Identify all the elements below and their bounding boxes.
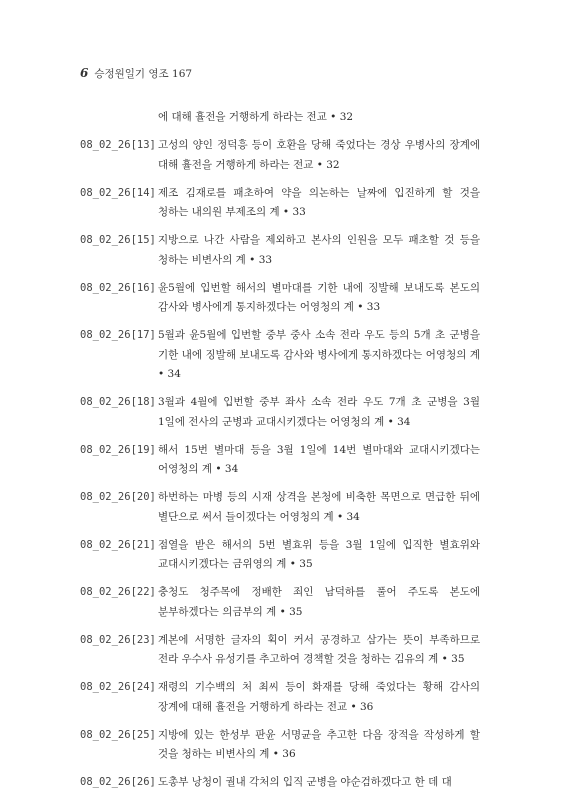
entry-code: 08_02_26[22] xyxy=(80,586,156,598)
entry-code: 08_02_26[20] xyxy=(80,491,156,503)
table-of-contents xyxy=(80,108,480,801)
entry-code: 08_02_26[25] xyxy=(80,728,156,741)
toc-entry xyxy=(80,678,480,717)
toc-entry xyxy=(80,326,480,385)
entry-text: 지방에 있는 한성부 판윤 서명균을 추고한 다음 장적을 작성하게 할 것을 청하는 비변사의 계 • 36 xyxy=(158,728,480,760)
entry-code xyxy=(80,108,158,128)
entry-text: 고성의 양인 정덕흥 등이 호환을 당해 죽었다는 경상 우병사의 장계에 대해 휼전을 거행하게 하라는 전교 • 32 xyxy=(158,139,480,171)
entry-code: 08_02_26[19] xyxy=(80,443,156,456)
entry-code: 08_02_26[21] xyxy=(80,538,156,551)
toc-entry xyxy=(80,108,480,128)
entry-text: 에 대해 휼전을 거행하게 하라는 전교 • 32 xyxy=(158,111,354,123)
entry-text: 지방으로 나간 사람을 제외하고 본사의 인원을 모두 패초할 것 등을 청하는 비변사의 계 • 33 xyxy=(158,234,480,266)
page-number: 6 xyxy=(80,66,89,80)
entry-code: 08_02_26[17] xyxy=(80,329,156,341)
entry-code: 08_02_26[18] xyxy=(80,396,156,408)
toc-entry xyxy=(80,279,480,318)
entry-text: 도총부 낭청이 궐내 각처의 입직 군병을 야순검하겠다고 한 데 대 xyxy=(158,776,452,788)
entry-text: 충청도 청주목에 정배한 죄인 남덕하를 풀어 주도록 본도에 분부하겠다는 의금부의 계 • 35 xyxy=(158,586,480,618)
entry-code: 08_02_26[23] xyxy=(80,633,156,646)
toc-entry xyxy=(80,583,480,622)
entry-code: 08_02_26[13] xyxy=(80,139,156,151)
entry-text: 윤5월에 입번할 해서의 별마대를 기한 내에 징발해 보내도록 본도의 감사와 병사에게 통지하겠다는 어영청의 계 • 33 xyxy=(158,281,480,313)
running-header xyxy=(80,66,192,81)
entry-text: 점열을 받은 해서의 5번 별효위 등을 3월 1일에 입직한 별효위와 교대시키겠다는 금위영의 계 • 35 xyxy=(158,538,480,570)
entry-code: 08_02_26[16] xyxy=(80,281,156,294)
entry-code: 08_02_26[24] xyxy=(80,681,156,693)
entry-text: 계본에 서명한 글자의 획이 커서 공경하고 삼가는 뜻이 부족하므로 전라 우수사 유성기를 추고하여 경책할 것을 청하는 김유의 계 • 35 xyxy=(158,633,480,665)
toc-entry xyxy=(80,726,480,765)
entry-text: 제조 김재로를 패초하여 약을 의논하는 날짜에 입진하게 할 것을 청하는 내의원 부제조의 계 • 33 xyxy=(158,186,480,218)
toc-entry xyxy=(80,441,480,480)
book-title: 승정원일기 영조 167 xyxy=(94,68,193,80)
toc-entry xyxy=(80,536,480,575)
toc-entry xyxy=(80,184,480,223)
entry-code: 08_02_26[14] xyxy=(80,186,156,199)
toc-entry xyxy=(80,773,480,793)
toc-entry xyxy=(80,631,480,670)
entry-text: 재령의 기수백의 처 최씨 등이 화재를 당해 죽었다는 황해 감사의 장계에 대해 휼전을 거행하게 하라는 전교 • 36 xyxy=(158,681,480,713)
entry-code: 08_02_26[15] xyxy=(80,234,156,246)
toc-entry xyxy=(80,488,480,527)
entry-code: 08_02_26[26] xyxy=(80,776,156,788)
toc-entry xyxy=(80,393,480,432)
entry-text: 해서 15번 별마대 등을 3월 1일에 14번 별마대와 교대시키겠다는 어영청의 계 • 34 xyxy=(158,443,480,475)
toc-entry xyxy=(80,136,480,175)
entry-text: 하번하는 마병 등의 시재 상격을 본청에 비축한 목면으로 면급한 뒤에 별단으로 써서 들이겠다는 어영청의 계 • 34 xyxy=(158,491,480,523)
toc-entry xyxy=(80,231,480,270)
entry-text: 3월과 4월에 입번할 중부 좌사 소속 전라 우도 7개 초 군병을 3월 1일에 전사의 군병과 교대시키겠다는 어영청의 계 • 34 xyxy=(158,396,480,428)
entry-text: 5월과 윤5월에 입번할 중부 중사 소속 전라 우도 등의 5개 초 군병을 기한 내에 징발해 보내도록 감사와 병사에게 통지하겠다는 어영청의 계 • 34 xyxy=(158,329,480,380)
